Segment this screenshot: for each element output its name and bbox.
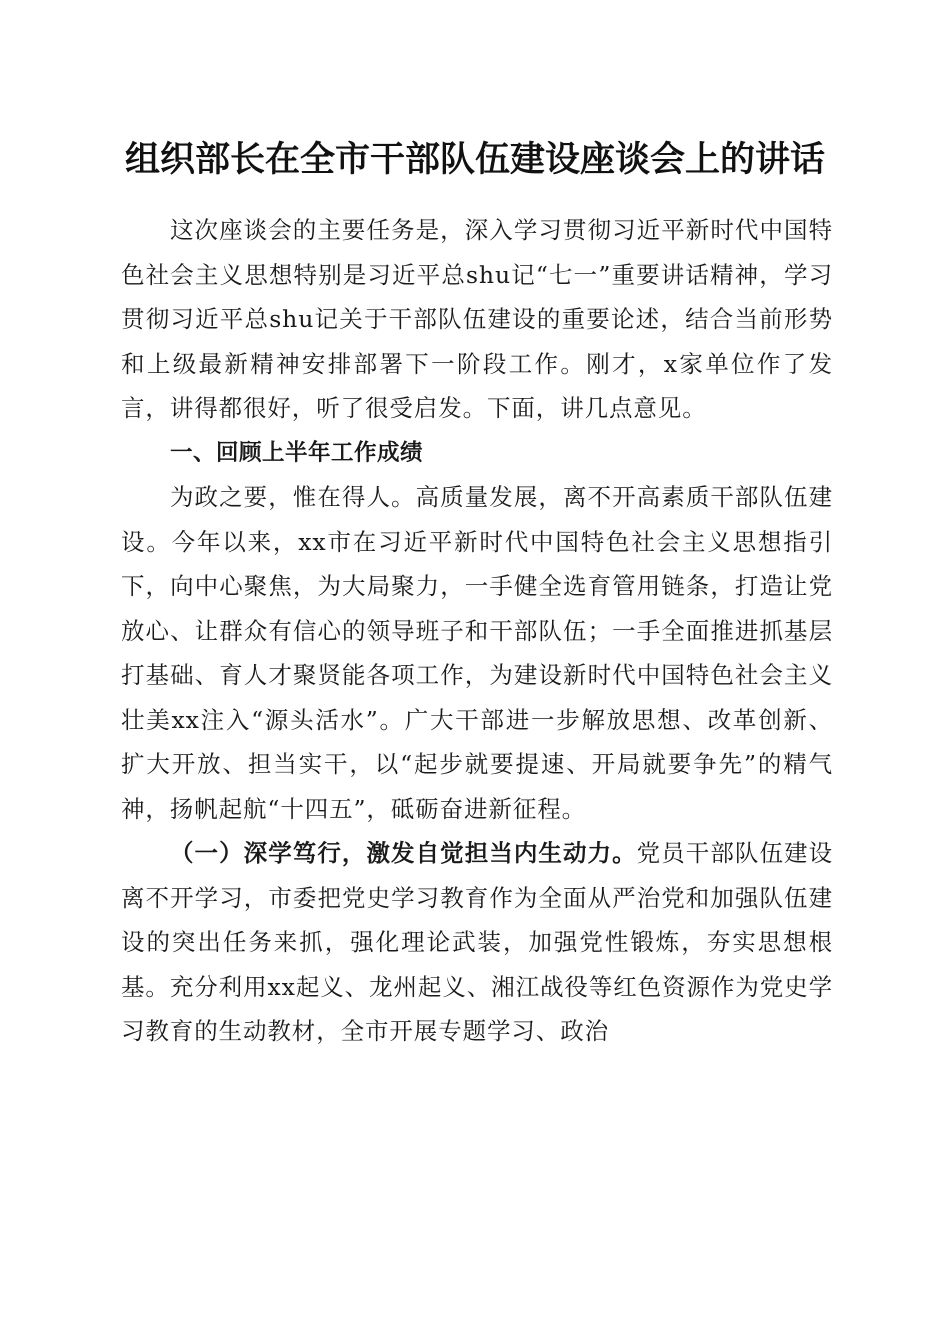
section-1-item-1-lead: （一）深学笃行，激发自觉担当内生动力。 — [170, 839, 637, 867]
section-1-item-1-text: 党员干部队伍建设离不开学习，市委把党史学习教育作为全面从严治党和加强队伍建设的突出任务来抓，强化理论武装，加强党性锻炼，夯实思想根基。充分利用xx起义、龙州起义、湘江战役等红色资源作为党史学习教育的生动教材，全市开展专题学习、政治 — [121, 839, 833, 1045]
document-body — [121, 208, 833, 1054]
document-title: 组织部长在全市干部队伍建设座谈会上的讲话 — [124, 139, 825, 180]
opening-paragraph: 这次座谈会的主要任务是，深入学习贯彻习近平新时代中国特色社会主义思想特别是习近平总shu记“七一”重要讲话精神，学习贯彻习近平总shu记关于干部队伍建设的重要论述，结合当前形势和上级最新精神安排部署下一阶段工作。刚才，x家单位作了发言，讲得都很好，听了很受启发。下面，讲几点意见。 — [121, 216, 833, 422]
section-1-item-1-paragraph — [121, 831, 833, 1054]
section-1-intro-paragraph: 为政之要，惟在得人。高质量发展，离不开高素质干部队伍建设。今年以来，xx市在习近平新时代中国特色社会主义思想指引下，向中心聚焦，为大局聚力，一手健全选育管用链条，打造让党放心、让群众有信心的领导班子和干部队伍；一手全面推进抓基层打基础、育人才聚贤能各项工作，为建设新时代中国特色社会主义壮美xx注入“源头活水”。广大干部进一步解放思想、改革创新、扩大开放、担当实干，以“起步就要提速、开局就要争先”的精气神，扬帆起航“十四五”，砥砺奋进新征程。 — [121, 483, 833, 823]
section-heading-1: 一、回顾上半年工作成绩 — [170, 439, 424, 466]
